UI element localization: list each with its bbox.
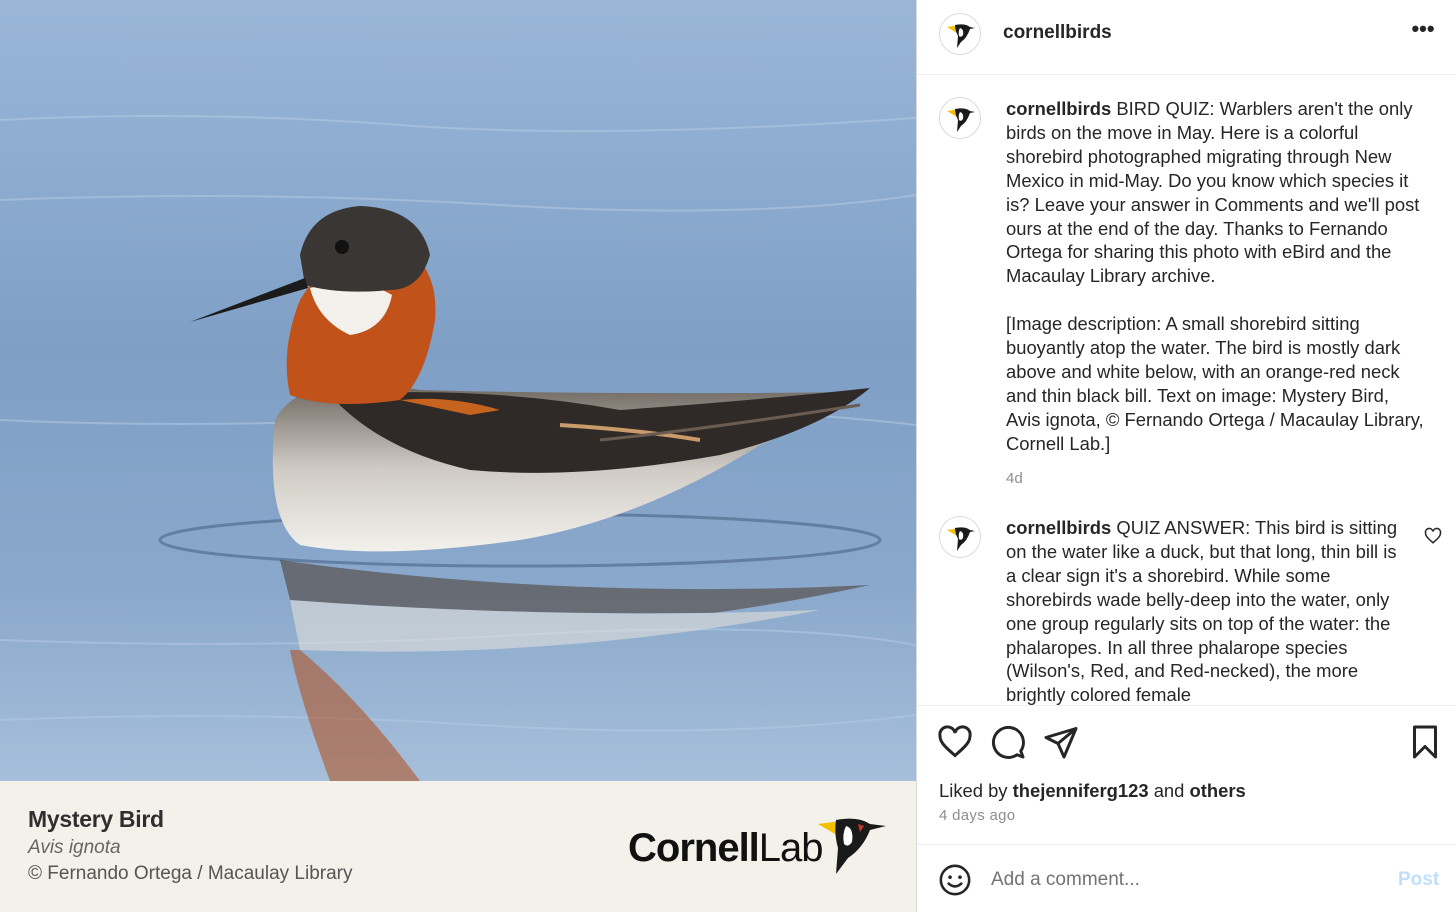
cornell-bird-avatar-icon	[940, 14, 980, 54]
comment-timestamp[interactable]: 4d	[1006, 469, 1023, 487]
add-comment-bar	[917, 844, 1456, 912]
liked-and: and	[1153, 780, 1185, 801]
comment-username[interactable]: cornellbirds	[1006, 517, 1112, 538]
liked-by-text	[939, 780, 1246, 802]
smiley-icon[interactable]	[938, 863, 972, 897]
cornell-lab-logo	[628, 826, 823, 871]
post-actions	[917, 705, 1456, 844]
cornell-bird-avatar-icon	[940, 98, 980, 138]
heart-icon[interactable]	[937, 724, 973, 760]
bookmark-icon[interactable]	[1407, 724, 1443, 760]
comment-username[interactable]: cornellbirds	[1006, 98, 1112, 119]
post-date[interactable]: 4 days ago	[939, 807, 1016, 824]
post-header	[917, 0, 1456, 75]
post-side-panel	[916, 0, 1456, 912]
add-comment-input[interactable]	[991, 865, 1371, 895]
caption-title: Mystery Bird	[28, 806, 164, 832]
caption-scientific-name: Avis ignota	[28, 837, 121, 858]
share-icon[interactable]	[1043, 724, 1079, 760]
comment-body	[1006, 97, 1426, 490]
comment-text: QUIZ ANSWER: This bird is sitting on the water like a duck, but that long, thin bill is a clear sign it's a shorebird. While some shorebirds wade belly-deep into the water, only one group regularly sits on top of the water: the phalaropes. In all three phalarope species (Wilson's, Red, and Red-necked), the more brightly colored female	[1006, 517, 1398, 705]
post-comment-button[interactable]: Post	[1398, 869, 1440, 890]
liked-others-link[interactable]: others	[1189, 780, 1246, 801]
avatar[interactable]	[939, 516, 981, 558]
cornell-bird-avatar-icon	[940, 517, 980, 557]
comments-list[interactable]	[917, 76, 1456, 705]
avatar[interactable]	[939, 13, 981, 55]
comment-text-description: [Image description: A small shorebird sitting buoyantly atop the water. The bird is mostly dark above and white below, with an orange-red neck and thin black bill. Text on image: Mystery Bird, Avis ignota, © Fernando Ortega / Macaulay Library, Cornell Lab.]	[1006, 313, 1424, 454]
brand-light: Lab	[758, 826, 823, 870]
liked-prefix: Liked by	[939, 780, 1008, 801]
brand-bold: Cornell	[628, 826, 759, 870]
comment-text: BIRD QUIZ: Warblers aren't the only birds on the move in May. Here is a colorful shorebird photographed migrating through New Mexico in mid-May. Do you know which species it is? Leave your answer in Comments and we'll post ours at the end of the day. Thanks to Fernando Ortega for sharing this photo with eBird and the Macaulay Library archive.	[1006, 98, 1420, 287]
more-options-icon[interactable]: •••	[1411, 16, 1435, 41]
post-author-username[interactable]: cornellbirds	[1003, 22, 1112, 43]
comment-icon[interactable]	[990, 724, 1026, 760]
comment-like-heart-icon[interactable]	[1424, 527, 1442, 545]
cornell-lab-bird-icon	[808, 818, 888, 878]
caption-credit: © Fernando Ortega / Macaulay Library	[28, 863, 353, 884]
comment-body	[1006, 516, 1406, 705]
liked-user-link[interactable]: thejenniferg123	[1012, 780, 1149, 801]
avatar[interactable]	[939, 97, 981, 139]
